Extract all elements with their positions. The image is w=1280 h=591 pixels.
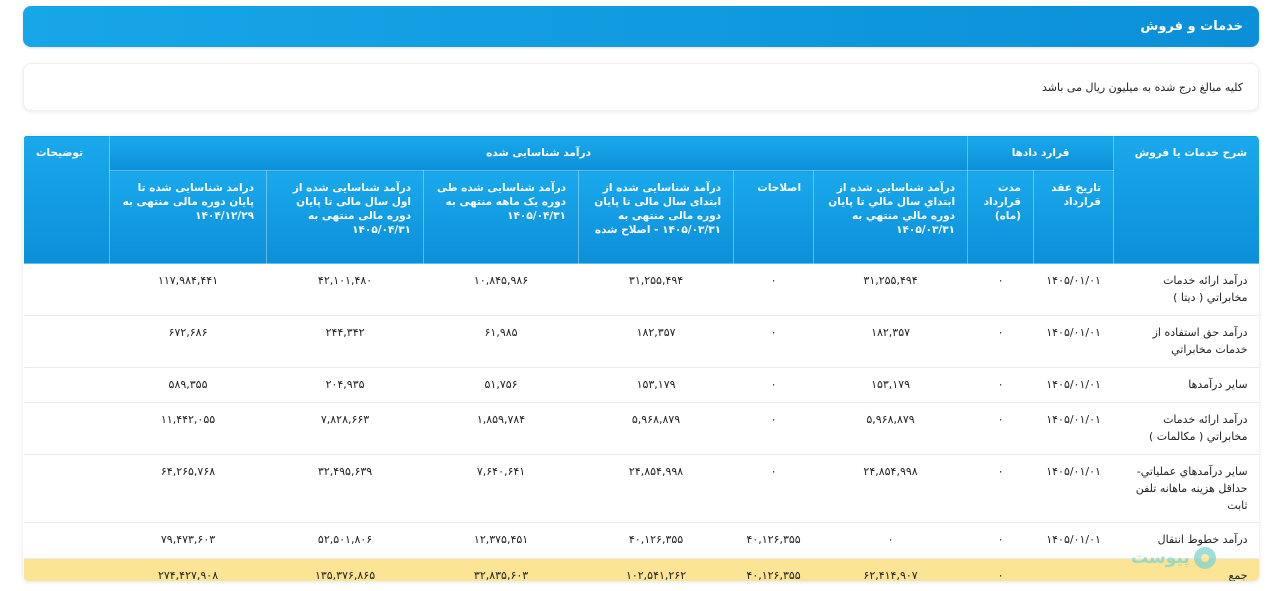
cell-recognized-ytd: ۴۲,۱۰۱,۴۸۰: [267, 264, 424, 316]
table-row: [24, 264, 1260, 316]
total-notes: [24, 559, 110, 582]
cell-recognized-prev: ۱۸۲,۳۵۷: [814, 316, 968, 368]
cell-recognized-adjusted: ۱۵۳,۱۷۹: [579, 368, 734, 403]
cell-description: درآمد ارائه خدمات مخابراتي ( مكالمات ): [1114, 403, 1259, 455]
cell-adjustments: ۰: [734, 316, 814, 368]
total-recognized-adjusted: ۱۰۲,۵۴۱,۲۶۲: [579, 559, 734, 582]
cell-contract-duration: ۰: [968, 316, 1034, 368]
table-row: [24, 368, 1260, 403]
cell-description: درآمد ارائه خدمات مخابراتي ( ديتا ): [1114, 264, 1259, 316]
cell-contract-date: ۱۴۰۵/۰۱/۰۱: [1034, 403, 1114, 455]
header-recognized-ytd: درآمد شناسایی شده از اول سال مالی تا پایان دوره مالی منتهی به ۱۴۰۵/۰۴/۳۱: [267, 171, 424, 264]
cell-adjustments: ۰: [734, 403, 814, 455]
page-title: خدمات و فروش: [1140, 19, 1243, 34]
total-contract-date: [1034, 559, 1114, 582]
table-row: [24, 523, 1260, 559]
cell-recognized-adjusted: ۵,۹۶۸,۸۷۹: [579, 403, 734, 455]
cell-description: ساير درآمدها: [1114, 368, 1259, 403]
cell-adjustments: ۰: [734, 264, 814, 316]
cell-recognized-month: ۱۲,۳۷۵,۴۵۱: [424, 523, 579, 559]
cell-recognized-month: ۷,۶۴۰,۶۴۱: [424, 455, 579, 523]
cell-notes: [24, 368, 110, 403]
cell-recognized-prev: ۱۵۳,۱۷۹: [814, 368, 968, 403]
table-row: [24, 403, 1260, 455]
watermark-text: پیوست: [1131, 548, 1190, 568]
total-contract-duration: ۰: [968, 559, 1034, 582]
cell-recognized-month: ۵۱,۷۵۶: [424, 368, 579, 403]
sales-table-card: [23, 135, 1259, 581]
cell-description: درآمد حق استفاده از خدمات مخابراتي: [1114, 316, 1259, 368]
cell-notes: [24, 455, 110, 523]
cell-recognized-last-year: ۶۴,۲۶۵,۷۶۸: [110, 455, 267, 523]
table-row: [24, 455, 1260, 523]
info-note: [23, 63, 1259, 111]
cell-recognized-last-year: ۱۱۷,۹۸۴,۴۴۱: [110, 264, 267, 316]
cell-recognized-prev: ۰: [814, 523, 968, 559]
header-recognized-adjusted: درآمد شناسایی شده از ابتدای سال مالی تا پایان دوره مالی منتهی به ۱۴۰۵/۰۳/۳۱ - اصلاح شده: [579, 171, 734, 264]
cell-contract-duration: ۰: [968, 455, 1034, 523]
cell-recognized-last-year: ۷۹,۴۷۳,۶۰۳: [110, 523, 267, 559]
cell-recognized-adjusted: ۱۸۲,۳۵۷: [579, 316, 734, 368]
cell-notes: [24, 523, 110, 559]
cell-recognized-month: ۱,۸۵۹,۷۸۴: [424, 403, 579, 455]
cell-contract-duration: ۰: [968, 403, 1034, 455]
header-contract-date: تاریخ عقد قرارداد: [1034, 171, 1114, 264]
header-recognized-last-year: درامد شناسایی شده تا پایان دوره مالی منتهی به ۱۴۰۴/۱۲/۲۹: [110, 171, 267, 264]
cell-contract-duration: ۰: [968, 368, 1034, 403]
cell-recognized-ytd: ۲۰۴,۹۳۵: [267, 368, 424, 403]
cell-notes: [24, 316, 110, 368]
total-recognized-prev: ۶۲,۴۱۴,۹۰۷: [814, 559, 968, 582]
cell-adjustments: ۴۰,۱۲۶,۳۵۵: [734, 523, 814, 559]
cell-recognized-month: ۶۱,۹۸۵: [424, 316, 579, 368]
cell-adjustments: ۰: [734, 368, 814, 403]
table-row: [24, 316, 1260, 368]
info-note-text: کلیه مبالغ درج شده به میلیون ریال می باشد: [1042, 80, 1243, 94]
cell-recognized-prev: ۲۴,۸۵۴,۹۹۸: [814, 455, 968, 523]
total-recognized-ytd: ۱۳۵,۳۷۶,۸۶۵: [267, 559, 424, 582]
cell-recognized-ytd: ۲۴۴,۳۴۲: [267, 316, 424, 368]
cell-recognized-ytd: ۷,۸۲۸,۶۶۳: [267, 403, 424, 455]
cell-notes: [24, 403, 110, 455]
cell-recognized-last-year: ۵۸۹,۳۵۵: [110, 368, 267, 403]
cell-contract-date: ۱۴۰۵/۰۱/۰۱: [1034, 316, 1114, 368]
cell-recognized-adjusted: ۳۱,۲۵۵,۴۹۴: [579, 264, 734, 316]
cell-notes: [24, 264, 110, 316]
cell-contract-date: ۱۴۰۵/۰۱/۰۱: [1034, 264, 1114, 316]
cell-contract-duration: ۰: [968, 523, 1034, 559]
section-title-bar: [23, 6, 1259, 47]
header-recognized-prev: درآمد شناسايي شده از ابتداي سال مالي تا پايان دوره مالي منتهي به ۱۴۰۵/۰۳/۳۱: [814, 171, 968, 264]
cell-recognized-last-year: ۱۱,۴۴۲,۰۵۵: [110, 403, 267, 455]
cell-recognized-ytd: ۳۲,۴۹۵,۶۳۹: [267, 455, 424, 523]
cell-description: درآمد خطوط انتقال: [1114, 523, 1259, 559]
cell-recognized-month: ۱۰,۸۴۵,۹۸۶: [424, 264, 579, 316]
total-adjustments: ۴۰,۱۲۶,۳۵۵: [734, 559, 814, 582]
cell-description: ساير درآمدهاي عملياتي-حداقل هزينه ماهانه تلفن ثابت: [1114, 455, 1259, 523]
cell-contract-date: ۱۴۰۵/۰۱/۰۱: [1034, 523, 1114, 559]
cell-recognized-adjusted: ۴۰,۱۲۶,۳۵۵: [579, 523, 734, 559]
cell-contract-date: ۱۴۰۵/۰۱/۰۱: [1034, 455, 1114, 523]
cell-contract-date: ۱۴۰۵/۰۱/۰۱: [1034, 368, 1114, 403]
header-contract-duration: مدت قرارداد (ماه): [968, 171, 1034, 264]
total-row: [24, 559, 1260, 582]
sales-table: [23, 135, 1259, 581]
header-adjustments: اصلاحات: [734, 171, 814, 264]
cell-contract-duration: ۰: [968, 264, 1034, 316]
total-label: جمع: [1114, 559, 1259, 582]
cell-adjustments: ۰: [734, 455, 814, 523]
header-description: شرح خدمات یا فروش: [1114, 136, 1259, 264]
header-recognized-group: درآمد شناسایی شده: [110, 136, 968, 171]
cell-recognized-ytd: ۵۲,۵۰۱,۸۰۶: [267, 523, 424, 559]
total-recognized-month: ۳۲,۸۳۵,۶۰۳: [424, 559, 579, 582]
header-contracts-group: قرارد دادها: [968, 136, 1114, 171]
header-recognized-month: درآمد شناسایی شده طی دوره یک ماهه منتهی به ۱۴۰۵/۰۴/۳۱: [424, 171, 579, 264]
cell-recognized-last-year: ۶۷۲,۶۸۶: [110, 316, 267, 368]
header-notes: توضیحات: [24, 136, 110, 264]
cell-recognized-prev: ۳۱,۲۵۵,۴۹۴: [814, 264, 968, 316]
cell-recognized-prev: ۵,۹۶۸,۸۷۹: [814, 403, 968, 455]
cell-recognized-adjusted: ۲۴,۸۵۴,۹۹۸: [579, 455, 734, 523]
total-recognized-last-year: ۲۷۴,۴۲۷,۹۰۸: [110, 559, 267, 582]
